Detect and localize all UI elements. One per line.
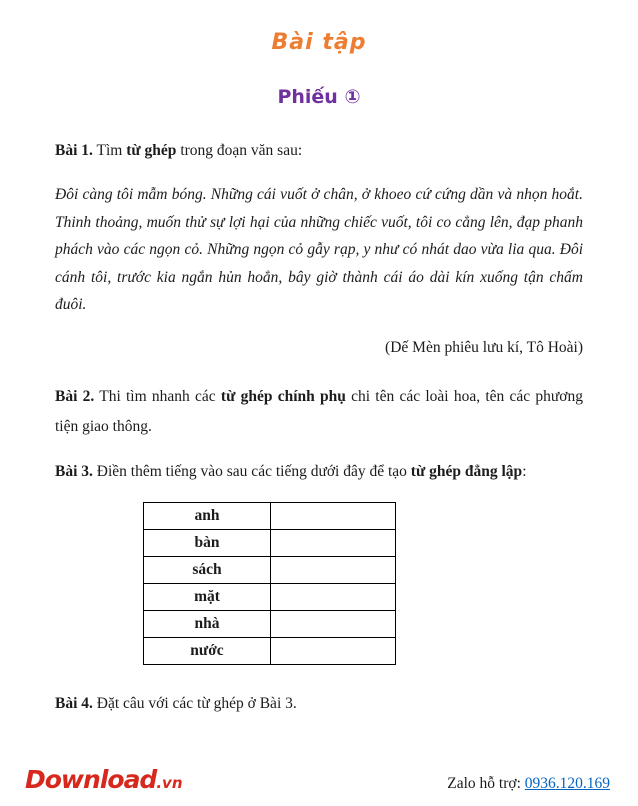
exercise-2-label: Bài 2. bbox=[55, 388, 95, 406]
exercise-3-label: Bài 3. bbox=[55, 462, 93, 480]
exercise-1-text-pre: Tìm bbox=[92, 142, 127, 159]
sheet-number-title: Phiếu ① bbox=[277, 86, 361, 108]
logo-main-text: Download bbox=[25, 765, 157, 794]
page-title: Bài tập bbox=[271, 30, 367, 55]
answer-cell bbox=[271, 610, 396, 637]
page-footer bbox=[25, 765, 610, 794]
exercise-3-text-pre: Điền thêm tiếng vào sau các tiếng dưới đây để tạo bbox=[92, 462, 411, 480]
exercise-1-text-post: trong đoạn văn sau: bbox=[176, 142, 303, 159]
logo-suffix-text: .vn bbox=[156, 774, 183, 792]
exercise-3-keyword: từ ghép đẳng lập bbox=[410, 462, 523, 480]
table-row bbox=[144, 556, 396, 583]
table-row bbox=[144, 529, 396, 556]
word-cell: anh bbox=[144, 502, 271, 529]
answer-cell bbox=[271, 556, 396, 583]
exercise-2 bbox=[55, 382, 583, 441]
exercise-4-label: Bài 4. bbox=[55, 694, 93, 712]
word-table bbox=[143, 502, 396, 665]
answer-cell bbox=[271, 637, 396, 664]
support-label: Zalo hỗ trợ: bbox=[447, 775, 525, 792]
exercise-4-text: Đặt câu với các từ ghép ở Bài 3. bbox=[92, 694, 297, 712]
support-contact bbox=[447, 775, 610, 793]
downloadvn-logo bbox=[25, 765, 183, 794]
word-cell: nhà bbox=[144, 610, 271, 637]
answer-cell bbox=[271, 502, 396, 529]
reading-passage: Đôi càng tôi mẫm bóng. Những cái vuốt ở chân, ở khoeo cứ cứng dần và nhọn hoắt. Thinh thoảng, muốn thử sự lợi hại của những chiếc vuốt, tôi co cẳng lên, đạp phanh phách vào các ngọn cỏ. Những ngọn cỏ gẫy rạp, y như có nhát dao vừa lia qua. Đôi cánh tôi, trước kia ngắn hủn hoẳn, bây giờ thành cái áo dài kín xuống tận chấm đuôi. bbox=[55, 185, 583, 314]
exercise-3 bbox=[55, 457, 583, 486]
exercise-2-text-pre: Thi tìm nhanh các bbox=[94, 388, 221, 406]
exercise-2-keyword: từ ghép chính phụ bbox=[220, 388, 346, 406]
answer-cell bbox=[271, 583, 396, 610]
exercise-1 bbox=[55, 136, 583, 165]
table-row bbox=[144, 583, 396, 610]
word-cell: mặt bbox=[144, 583, 271, 610]
exercise-2-text-post: chi tên các loài hoa, tên các phương tiện giao thông. bbox=[55, 388, 583, 435]
exercise-1-label: Bài 1. bbox=[55, 142, 93, 159]
word-cell: nước bbox=[144, 637, 271, 664]
table-row bbox=[144, 610, 396, 637]
exercise-3-text-post: : bbox=[522, 462, 527, 480]
passage-citation: (Dế Mèn phiêu lưu kí, Tô Hoài) bbox=[385, 339, 583, 357]
table-row bbox=[144, 502, 396, 529]
exercise-1-keyword: từ ghép bbox=[126, 142, 177, 159]
answer-cell bbox=[271, 529, 396, 556]
word-cell: bàn bbox=[144, 529, 271, 556]
table-row bbox=[144, 637, 396, 664]
page-content bbox=[0, 30, 638, 718]
support-phone-link[interactable]: 0936.120.169 bbox=[524, 775, 610, 792]
exercise-4 bbox=[55, 689, 583, 718]
word-cell: sách bbox=[144, 556, 271, 583]
